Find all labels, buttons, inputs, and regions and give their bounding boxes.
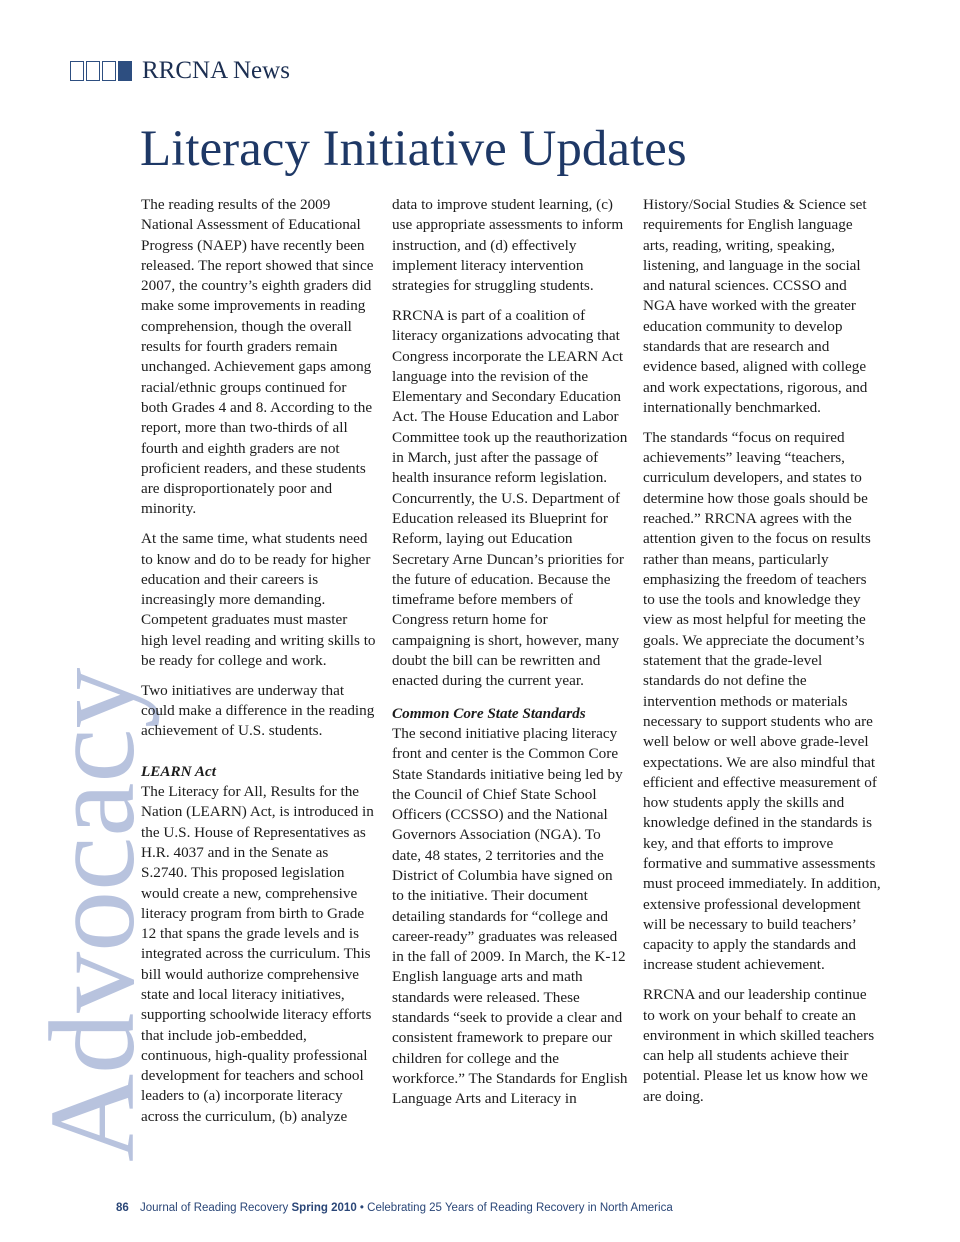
column-3 <box>643 195 881 1117</box>
paragraph: The standards “focus on required achievements” leaving “teachers, curriculum developers, and states to determine how those goals should be reached.” RRCNA agrees with the attention given to the focus on results rather than means, particularly emphasizing the freedom of teachers to use the tools and knowledge they view as most helpful for meeting the goals. We appreciate the document’s statement that the grade-level standards do not define the intervention methods or materials necessary to support students who are well below or well above grade-level expectations. We are also mindful that efficient and effective measurement of how students apply the skills and knowledge defined in the standards is key, and that efforts to improve formative and summative assessments must proceed immediately. In addition, extensive professional development will be necessary to build teachers’ capacity to apply the standards and increase student achievement. <box>643 428 881 974</box>
paragraph: data to improve student learning, (c) use appropriate assessments to inform instruction, and (d) effectively implement literacy intervention strategies for struggling students. <box>392 196 624 295</box>
paragraph: History/Social Studies & Science set requirements for English language arts, reading, writing, speaking, listening, and language in the social and natural sciences. CCSSO and NGA have worked with the greater education community to develop standards that are research and evidence based, aligned with college and work expectations, rigorous, and internationally benchmarked. <box>643 196 868 416</box>
page-number: 86 <box>116 1202 129 1214</box>
paragraph: At the same time, what students need to know and do to be ready for higher education and their careers is increasingly more demanding. Competent graduates must master high level reading and writing skills to be ready for college and work. <box>141 530 376 670</box>
paragraph: The Literacy for All, Results for the Nation (LEARN) Act, is introduced in the U.S. House of Representatives as H.R. 4037 and in the Senate as S.2740. This proposed legislation would create a new, comprehensive literacy program from birth to Grade 12 that spans the grade levels and is integrated across the curriculum. This bill would authorize comprehensive state and local literacy initiatives, supporting schoolwide literacy efforts that include job-embedded, continuous, high-quality professional development for teachers and school leaders to (a) incorporate literacy across the curriculum, (b) analyze <box>141 783 374 1125</box>
page-title: Literacy Initiative Updates <box>140 121 687 177</box>
column-2 <box>392 195 628 1119</box>
section-name: RRCNA News <box>142 57 290 84</box>
paragraph: The second initiative placing literacy front and center is the Common Core State Standards initiative being led by the Council of Chief State School Officers (CCSSO) and the National Governors Association (NGA). To date, 48 states, 2 territories and the District of Columbia have signed on to the initiative. Their document detailing standards for “college and career-ready” graduates was released in the fall of 2009. In March, the K-12 English language arts and math standards were released. These standards “seek to provide a clear and consistent framework to prepare our children for college and the workforce.” The Standards for English Language Arts and Literacy in <box>392 724 628 1108</box>
subheading-common-core: Common Core State Standards <box>392 704 586 722</box>
paragraph: RRCNA is part of a coalition of literacy organizations advocating that Congress incorporate the LEARN Act language into the revision of the Elementary and Secondary Education Act. The House Education and Labor Committee took up the reauthorization in March, just after the passage of health insurance reform legislation. Concurrently, the U.S. Department of Education released its Blueprint for Reform, laying out Education Secretary Arne Duncan’s priorities for the future of education. Because the timeframe before members of Congress return home for campaigning is short, however, many doubt the bill can be rewritten and enacted during the current year. <box>392 306 628 690</box>
paragraph: Two initiatives are underway that could make a difference in the reading achievement of U.S. students. <box>141 681 375 740</box>
journal-name: Journal of Reading Recovery <box>140 1202 289 1214</box>
side-label: Advocacy <box>25 667 160 1162</box>
column-1 <box>141 195 377 1137</box>
section-header <box>70 58 290 84</box>
paragraph: The reading results of the 2009 National Assessment of Educational Progress (NAEP) have recently been released. The report showed that since 2007, the country’s eighth graders did make some improvements in reading comprehension, though the overall results for fourth graders remain unchanged. Achievement gaps among racial/ethnic groups continued for both Grades 4 and 8. According to the report, more than two-thirds of all fourth and eighth graders are not proficient readers, and these students are disproportionately poor and minority. <box>141 196 374 518</box>
issue-season: Spring 2010 <box>291 1202 357 1214</box>
paragraph: RRCNA and our leadership continue to work on your behalf to create an environment in which skilled teachers can help all students achieve their potential. Please let us know how we are doing. <box>643 986 875 1105</box>
page-footer <box>116 1202 673 1214</box>
footer-separator: • <box>359 1202 364 1214</box>
subheading-learn-act: LEARN Act <box>141 762 216 780</box>
section-boxes-icon <box>70 61 132 81</box>
footer-tagline: Celebrating 25 Years of Reading Recovery in North America <box>367 1202 673 1214</box>
